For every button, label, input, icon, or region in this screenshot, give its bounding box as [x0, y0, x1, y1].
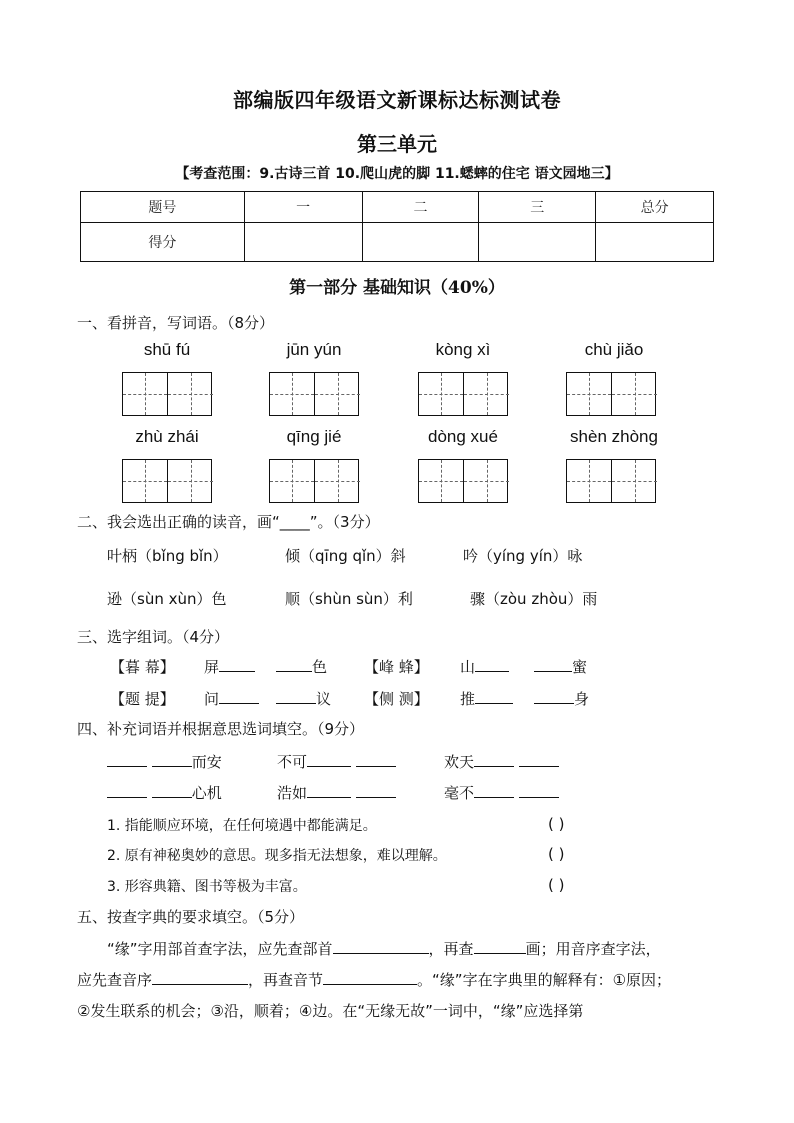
answer-blank[interactable]	[475, 689, 513, 704]
part-heading: 第一部分 基础知识（40%）	[289, 278, 505, 298]
meaning-item: 1. 指能顺应环境，在任何境遇中都能满足。	[107, 818, 377, 834]
idiom-blank-item: 欢天	[444, 751, 559, 772]
answer-blank[interactable]	[519, 783, 559, 798]
answer-blank[interactable]	[276, 657, 312, 672]
answer-blank[interactable]	[534, 689, 574, 704]
pinyin-label: qīng jié	[286, 427, 342, 446]
score-cell[interactable]	[362, 223, 479, 262]
answer-blank[interactable]	[152, 783, 192, 798]
word-blank-item: 问	[204, 688, 259, 709]
score-cell[interactable]	[244, 223, 362, 262]
tianzige-box[interactable]	[566, 372, 656, 416]
char-group-label: 【侧 测】	[364, 690, 429, 708]
word-blank-item: 屏	[204, 656, 255, 677]
word-blank-item: 推	[460, 688, 513, 709]
answer-blank[interactable]	[356, 752, 396, 767]
answer-blank[interactable]	[356, 783, 396, 798]
tianzige-box[interactable]	[269, 372, 359, 416]
answer-blank[interactable]	[474, 752, 514, 767]
idiom-blank-item: 心机	[107, 782, 222, 803]
answer-paren[interactable]: ( )	[548, 845, 565, 863]
header-cell: 总分	[596, 192, 714, 223]
reading-choice[interactable]: 顺（shùn sùn）利	[285, 590, 413, 608]
paragraph-line: ②发生联系的机会；③沿，顺着；④边。在“无缘无故”一词中，“缘”应选择第	[77, 1002, 584, 1020]
pinyin-label: shèn zhòng	[570, 427, 658, 446]
answer-blank[interactable]	[107, 752, 147, 767]
reading-choice[interactable]: 吟（yíng yín）咏	[463, 547, 583, 565]
header-cell: 三	[479, 192, 596, 223]
paragraph-line: 应先查音序 ，再查音节 。“缘”字在字典里的解释有：①原因；	[77, 971, 672, 989]
exam-scope: 【考查范围：9.古诗三首 10.爬山虎的脚 11.蟋蟀的住宅 语文园地三】	[175, 166, 619, 182]
word-blank-item: 蜜	[534, 656, 587, 677]
reading-choice[interactable]: 骤（zòu zhòu）雨	[470, 590, 598, 608]
question-2-heading: 二、我会选出正确的读音，画“____”。（3分）	[77, 513, 380, 531]
tianzige-box[interactable]	[122, 459, 212, 503]
word-blank-item: 身	[534, 688, 589, 709]
answer-blank[interactable]	[307, 783, 351, 798]
answer-blank[interactable]	[219, 689, 259, 704]
exam-title: 部编版四年级语文新课标达标测试卷	[233, 88, 561, 112]
char-group-label: 【暮 幕】	[110, 658, 175, 676]
word-blank-item: 色	[276, 656, 327, 677]
tianzige-box[interactable]	[269, 459, 359, 503]
answer-blank[interactable]	[276, 689, 316, 704]
reading-choice[interactable]: 叶柄（bǐng bǐn）	[107, 547, 228, 565]
tianzige-box[interactable]	[418, 459, 508, 503]
meaning-item: 2. 原有神秘奥妙的意思。现多指无法想象，难以理解。	[107, 848, 447, 864]
answer-paren[interactable]: ( )	[548, 876, 565, 894]
answer-blank[interactable]	[307, 752, 351, 767]
score-cell[interactable]	[479, 223, 596, 262]
word-blank-item: 议	[276, 688, 331, 709]
tianzige-box[interactable]	[418, 372, 508, 416]
row-label: 得分	[81, 223, 245, 262]
pinyin-label: jūn yún	[286, 340, 342, 359]
idiom-blank-item: 而安	[107, 751, 222, 772]
score-table-header-row	[81, 192, 714, 223]
paragraph-line: “缘”字用部首查字法，应先查部首 ，再查 画；用音序查字法，	[107, 940, 661, 958]
answer-blank[interactable]	[519, 752, 559, 767]
reading-choice[interactable]: 逊（sùn xùn）色	[107, 590, 227, 608]
pinyin-label: zhù zhái	[135, 427, 199, 446]
answer-blank[interactable]	[152, 752, 192, 767]
pinyin-label: dòng xué	[428, 427, 498, 446]
score-table	[80, 191, 714, 262]
answer-blank[interactable]	[323, 970, 417, 985]
question-1-heading: 一、看拼音，写词语。（8分）	[77, 314, 275, 332]
pinyin-label: shū fú	[143, 340, 191, 359]
answer-blank[interactable]	[107, 783, 147, 798]
reading-choice[interactable]: 倾（qīng qǐn）斜	[285, 547, 406, 565]
header-cell: 二	[362, 192, 479, 223]
question-5-heading: 五、按查字典的要求填空。（5分）	[77, 908, 305, 926]
answer-paren[interactable]: ( )	[548, 815, 565, 833]
answer-blank[interactable]	[534, 657, 572, 672]
answer-blank[interactable]	[152, 970, 248, 985]
char-group-label: 【峰 蜂】	[364, 658, 429, 676]
score-table-score-row	[81, 223, 714, 262]
answer-blank[interactable]	[474, 783, 514, 798]
meaning-item: 3. 形容典籍、图书等极为丰富。	[107, 879, 307, 895]
score-cell[interactable]	[596, 223, 714, 262]
question-3-heading: 三、选字组词。（4分）	[77, 628, 230, 646]
idiom-blank-item: 不可	[277, 751, 396, 772]
word-blank-item: 山	[460, 656, 509, 677]
tianzige-box[interactable]	[566, 459, 656, 503]
question-4-heading: 四、补充词语并根据意思选词填空。（9分）	[77, 720, 365, 738]
answer-blank[interactable]	[333, 939, 429, 954]
idiom-blank-item: 浩如	[277, 782, 396, 803]
pinyin-label: kòng xì	[435, 340, 491, 359]
header-cell: 一	[244, 192, 362, 223]
idiom-blank-item: 毫不	[444, 782, 559, 803]
char-group-label: 【题 提】	[110, 690, 175, 708]
tianzige-box[interactable]	[122, 372, 212, 416]
pinyin-label: chù jiǎo	[584, 340, 644, 359]
answer-blank[interactable]	[219, 657, 255, 672]
answer-blank[interactable]	[474, 939, 526, 954]
answer-blank[interactable]	[475, 657, 509, 672]
header-cell: 题号	[81, 192, 245, 223]
unit-title: 第三单元	[357, 132, 437, 156]
